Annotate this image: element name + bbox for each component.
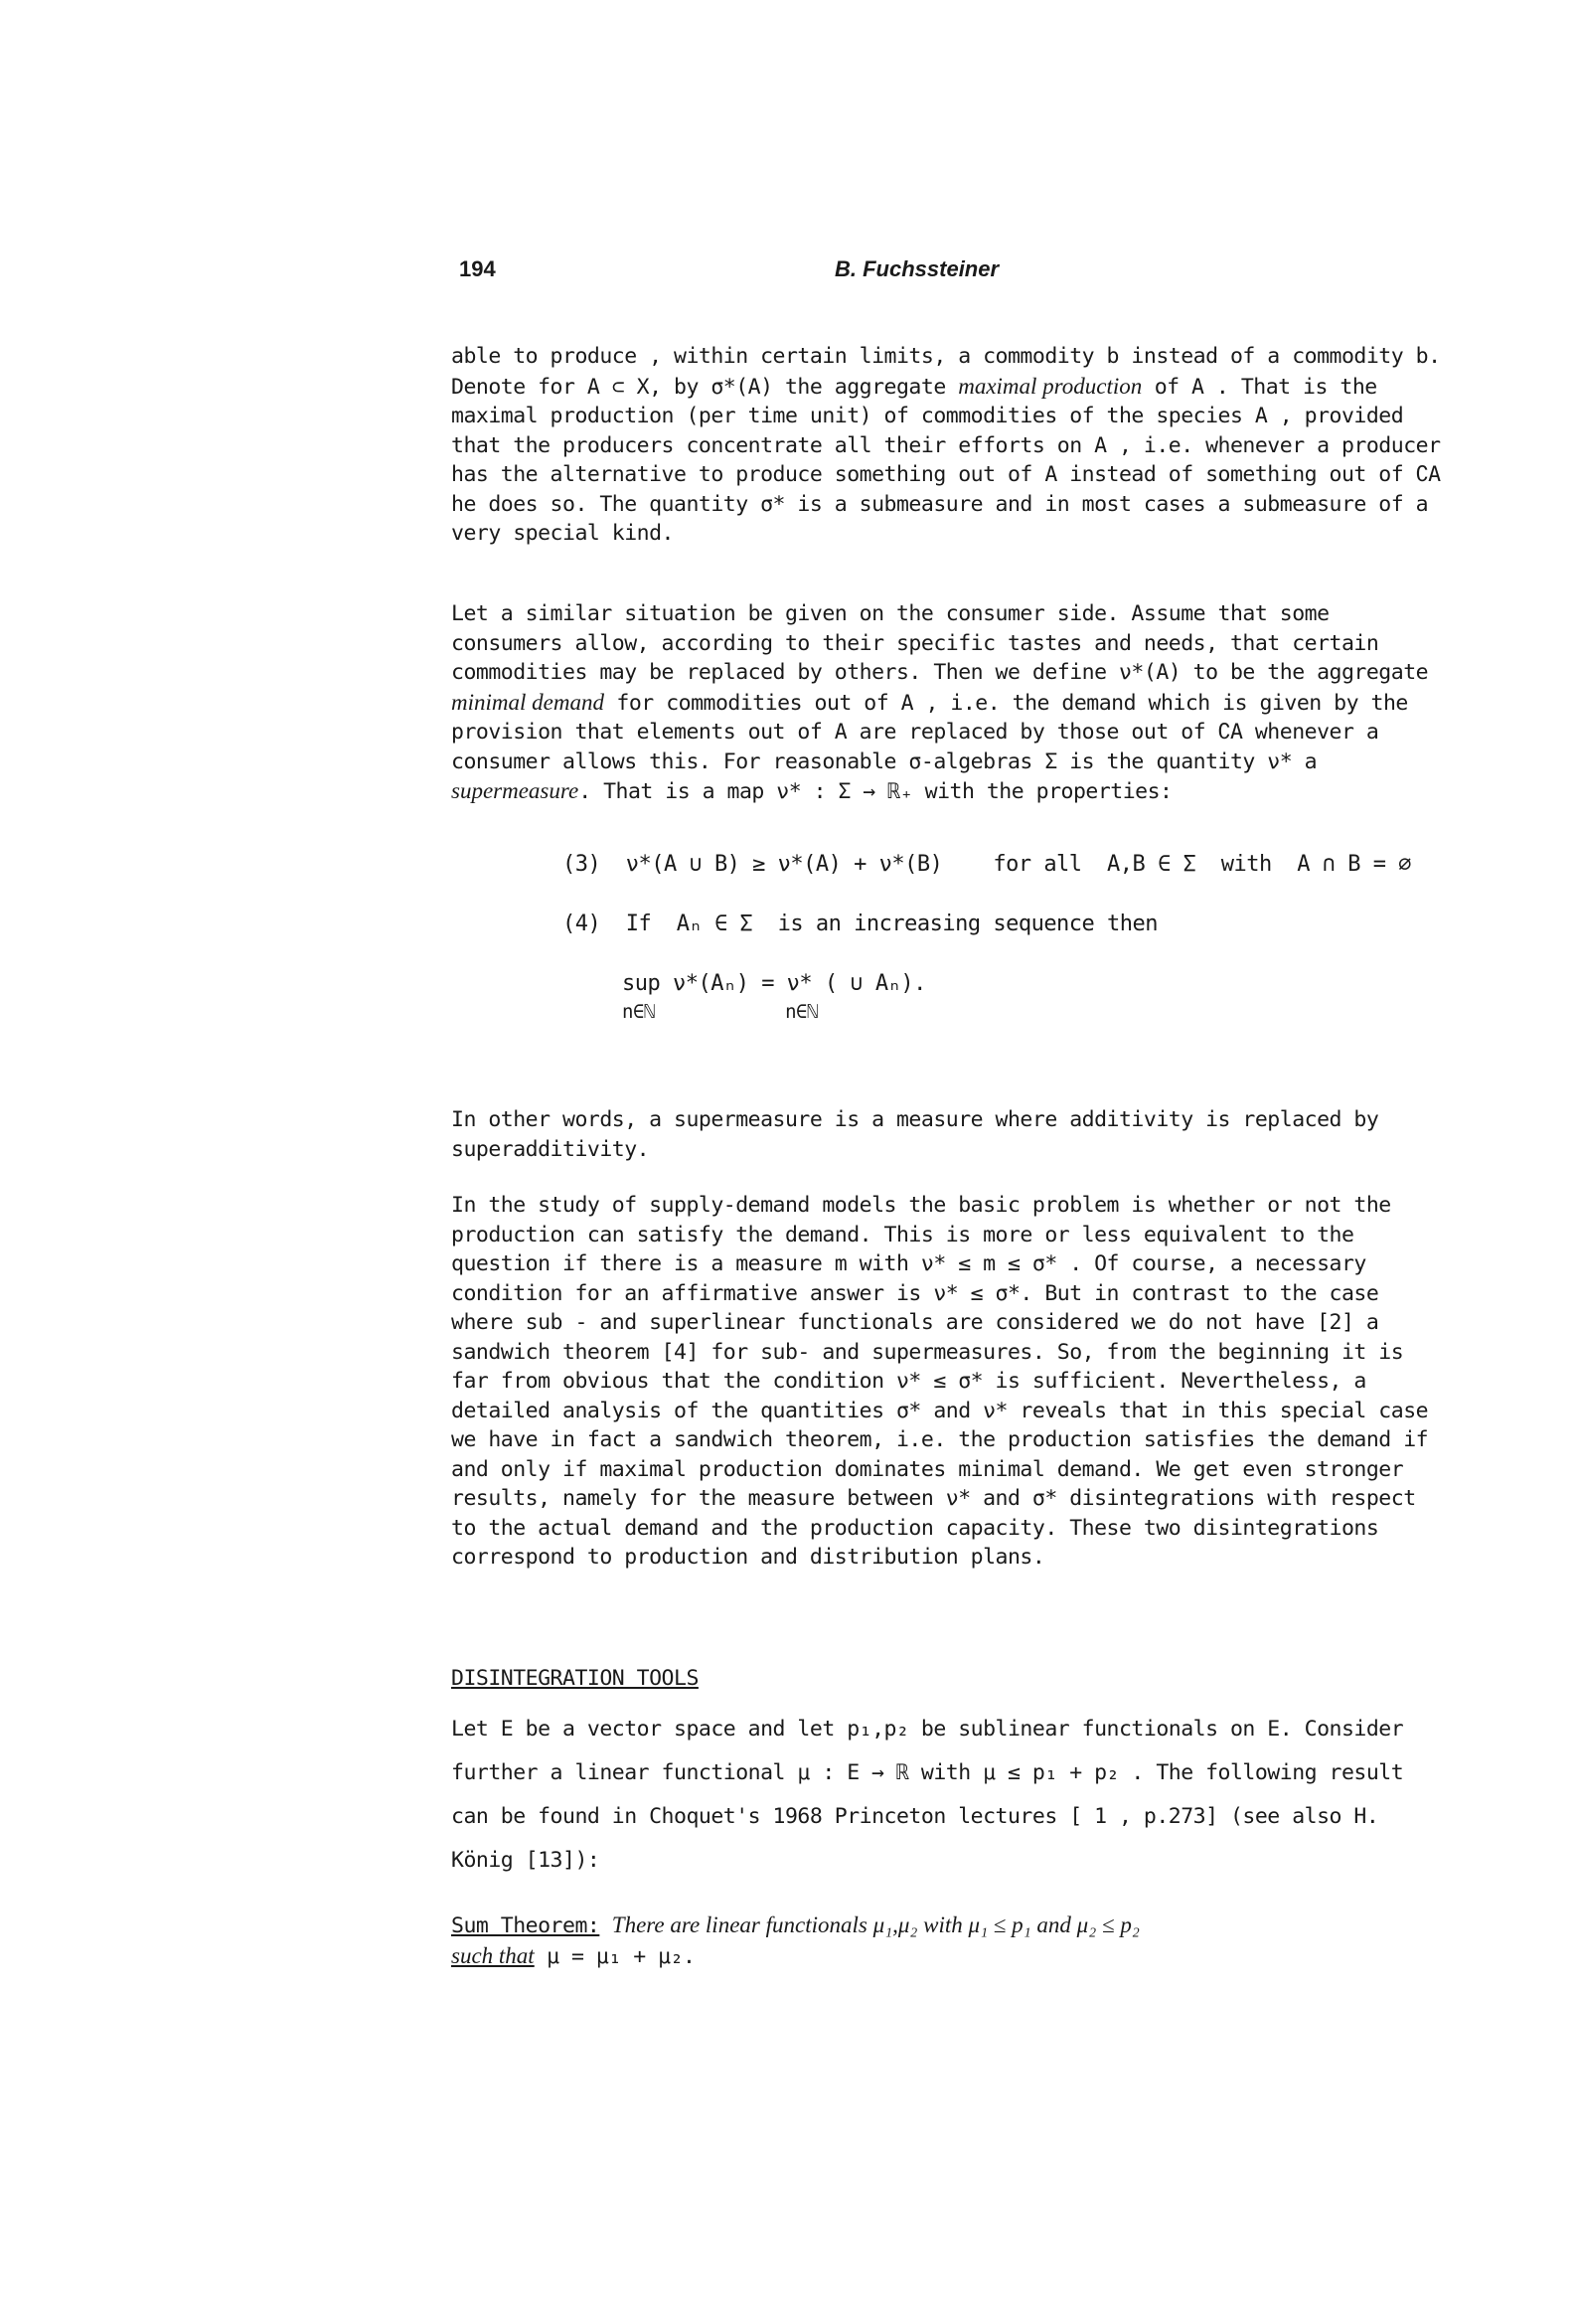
text: able to produce , within certain limits, a commodity b instead of a commodity b. Denote for A ⊂ X, by σ*(A) the aggregate: [451, 344, 1441, 400]
emphasis-supermeasure: supermeasure: [451, 778, 579, 803]
paragraph-disintegration: Let E be a vector space and let p₁,p₂ be sublinear functionals on E. Consider further a linear functional μ : E → ℝ with μ ≤ p₁ + p₂ . The following result can be found in Choquet's 1968 Princeton lectures [ 1 , p.273] (see also H. König [13]):: [451, 1717, 1404, 1873]
paragraph-consumer: [451, 599, 1445, 807]
page-number: 194: [459, 256, 496, 281]
equation-3: (3) ν*(A ∪ B) ≥ ν*(A) + ν*(B) for all A,B ∈ Σ with A ∩ B = ∅: [562, 852, 1411, 877]
equation-4: (4) If Aₙ ∈ Σ is an increasing sequence then: [562, 912, 1159, 936]
theorem-statement: There are linear functionals μ₁,μ₂ with μ₁ ≤ p₁ and μ₂ ≤ p₂: [611, 1912, 1140, 1937]
text: of A . That is the maximal production (per time unit) of commodities of the species A , provided that the producers concentrate all their efforts on A , i.e. whenever a producer has the alternative to produce something out of A instead of something out of ∁A he does so. The quantity σ* is a submeasure and in most cases a submeasure of a very special kind.: [451, 374, 1441, 546]
text: . That is a map ν* : Σ → ℝ₊ with the properties:: [578, 779, 1173, 804]
text: Let a similar situation be given on the consumer side. Assume that some consumers allow, according to their specific tastes and needs, that certain commodities may be replaced by others. Then we define ν*(A) to be the aggregate: [451, 601, 1429, 685]
running-head-author: B. Fuchssteiner: [835, 256, 1000, 281]
theorem-label: Sum Theorem:: [451, 1913, 600, 1938]
theorem-such-that: such that: [451, 1942, 535, 1968]
equation-4-index: n∈ℕ n∈ℕ: [622, 1001, 818, 1023]
paragraph-other-words: In other words, a supermeasure is a measure where additivity is replaced by superadditivity.: [451, 1107, 1379, 1162]
section-heading: DISINTEGRATION TOOLS: [451, 1666, 699, 1691]
text: for commodities out of A , i.e. the demand which is given by the provision that elements out of A are replaced by those out of ∁A whenever a consumer allows this. For reasonable σ-algebras Σ is the quantity ν* a: [451, 690, 1408, 774]
equation-4-formula: sup ν*(Aₙ) = ν* ( ∪ Aₙ).: [622, 971, 926, 996]
paragraph-supply-demand: In the study of supply-demand models the basic problem is whether or not the production can satisfy the demand. This is more or less equivalent to the question if there is a measure m with ν* ≤ m ≤ σ* . Of course, a necessary condition for an affirmative answer is ν* ≤ σ*. But in contrast to the case where sub - and superlinear functionals are considered we do not have [2] a sandwich theorem [4] for sub- and supermeasures. So, from the beginning it is far from obvious that the condition ν* ≤ σ* is sufficient. Nevertheless, a detailed analysis of the quantities σ* and ν* reveals that in this special case we have in fact a sandwich theorem, i.e. the production satisfies the demand if and only if maximal production dominates minimal demand. We get even stronger results, namely for the measure between ν* and σ* disintegrations with respect to the actual demand and the production capacity. These two disintegrations correspond to production and distribution plans.: [451, 1193, 1429, 1570]
emphasis-minimal-demand: minimal demand: [451, 689, 604, 715]
emphasis-maximal-production: maximal production: [958, 373, 1143, 399]
paragraph-production: [451, 342, 1445, 549]
sum-theorem: [451, 1910, 1445, 1971]
theorem-equation: μ = μ₁ + μ₂.: [534, 1943, 696, 1969]
